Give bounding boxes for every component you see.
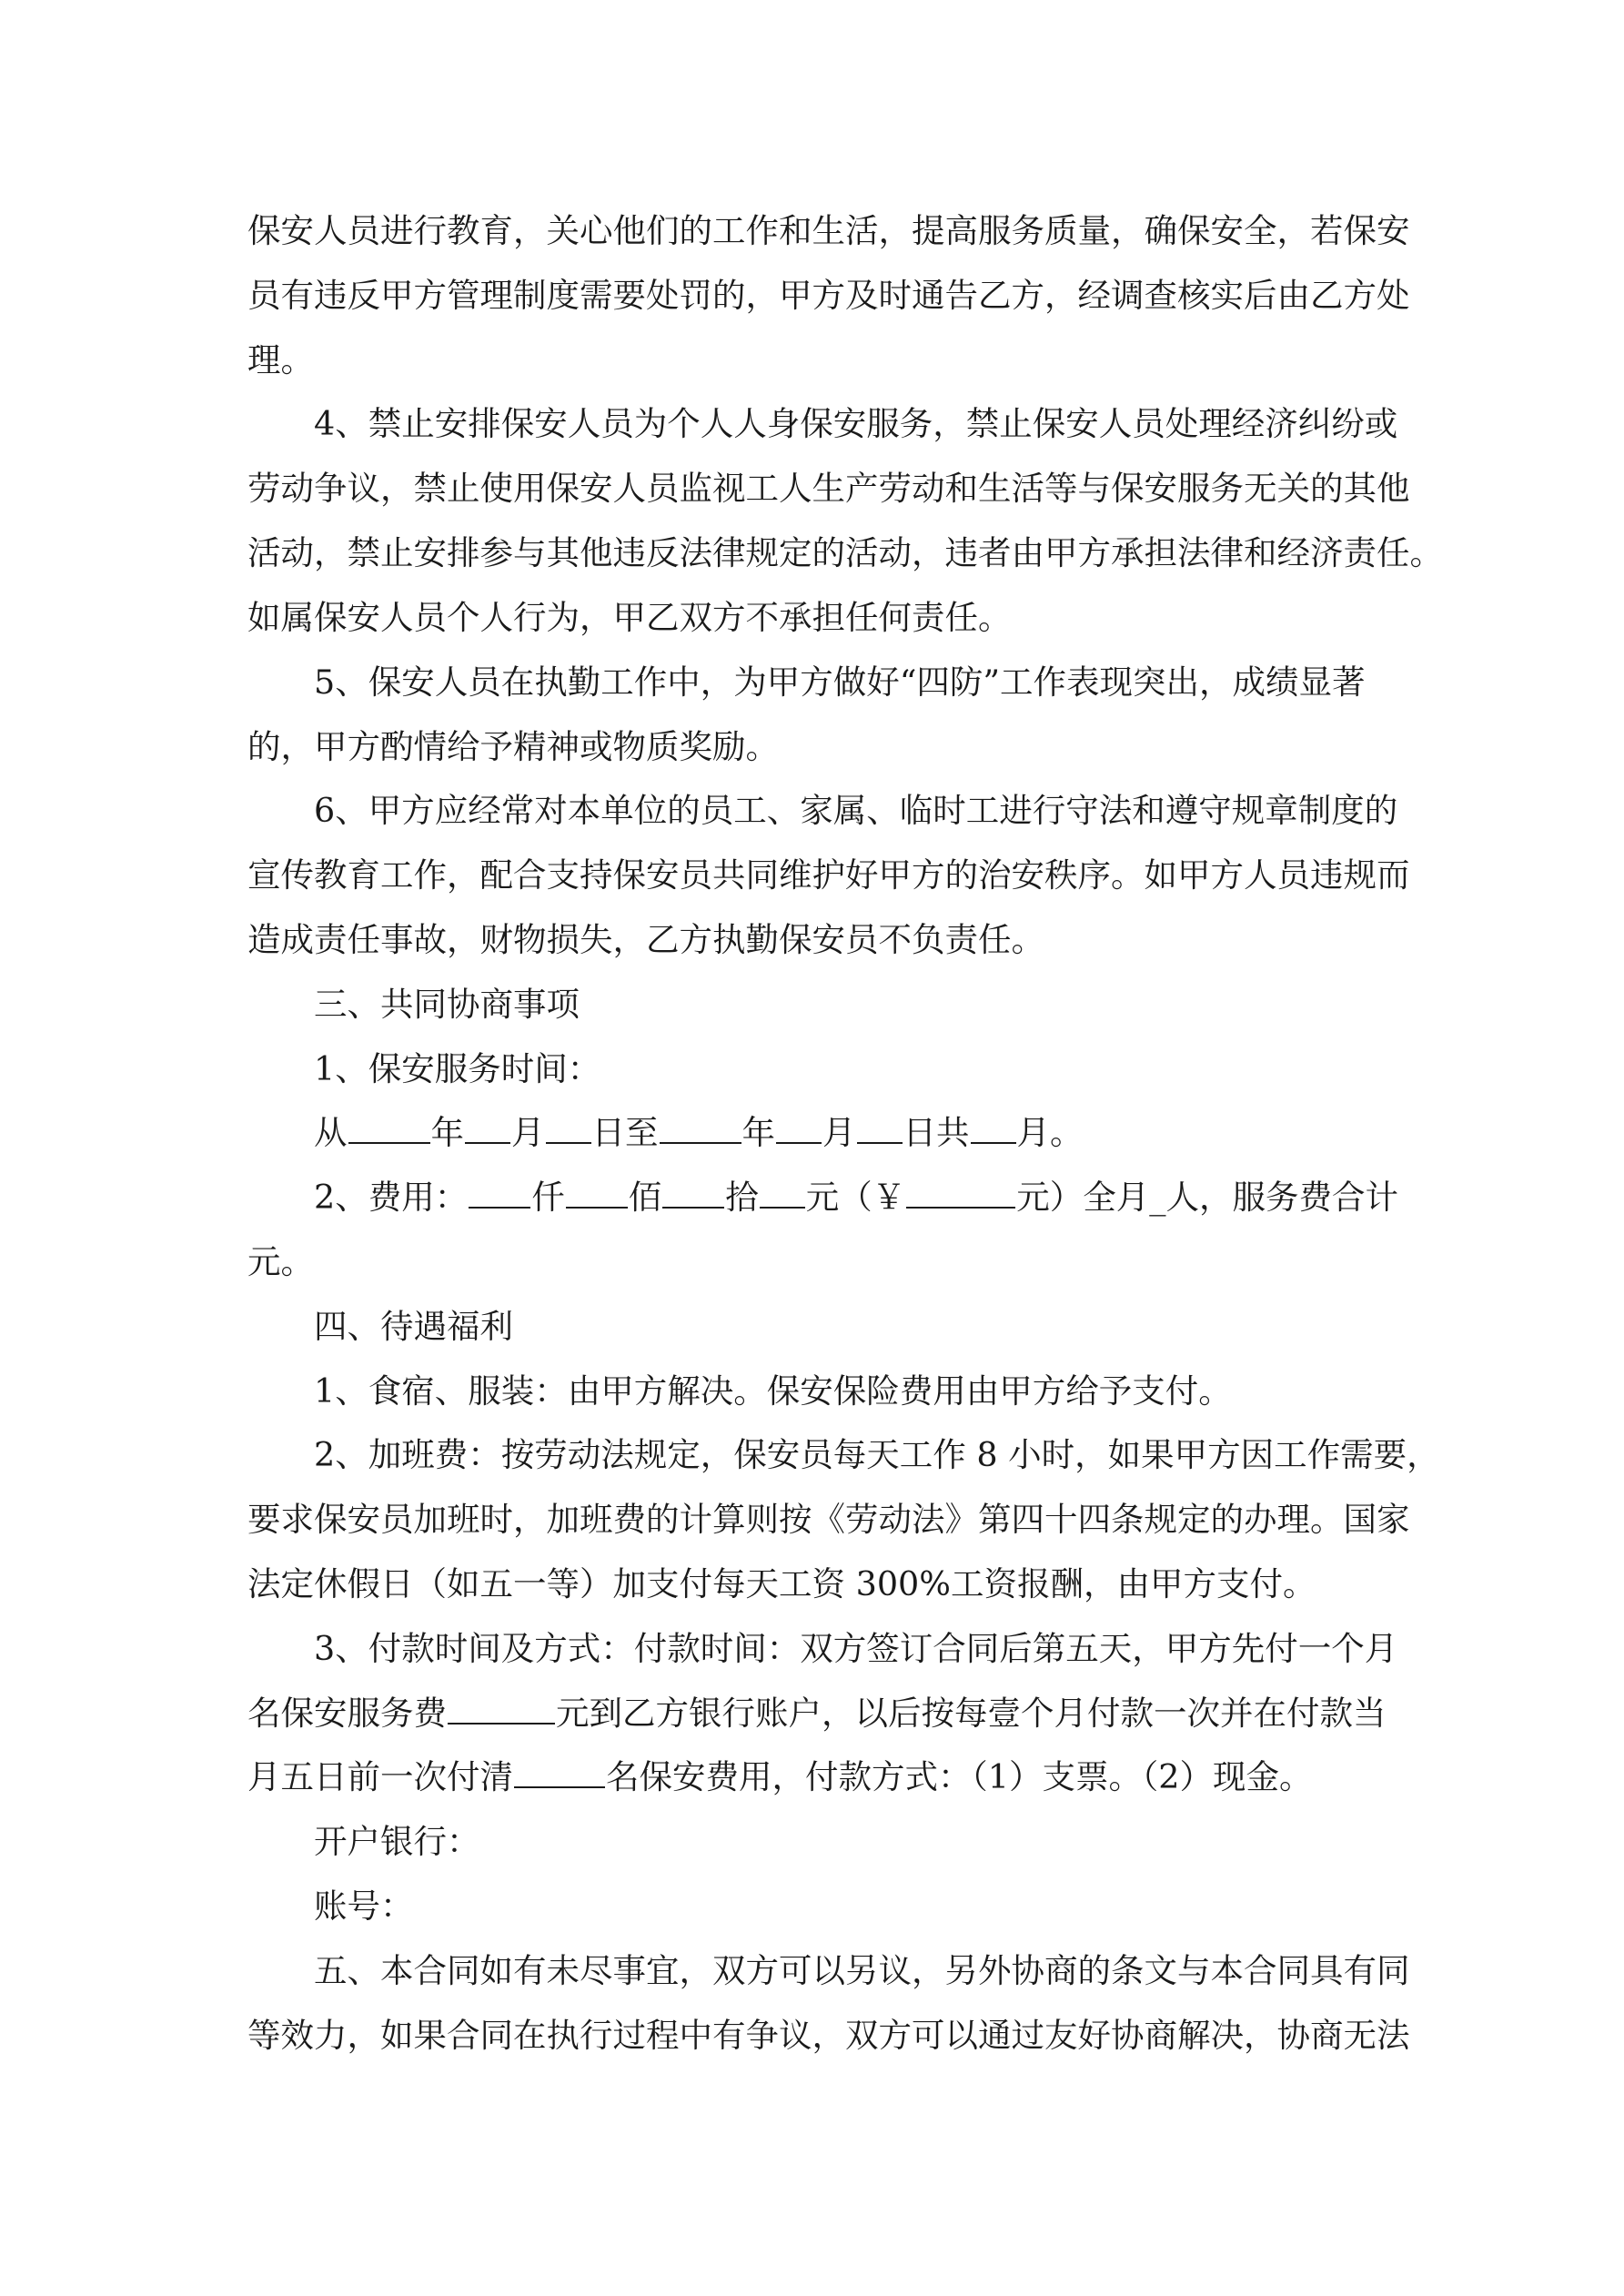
month-start-blank[interactable] [465, 1115, 510, 1144]
total-months-blank[interactable] [971, 1115, 1016, 1144]
payment-line: 名保安服务费 元到乙方银行账户，以后按每壹个月付款一次并在付款当 [247, 1694, 1387, 1733]
thousands-blank[interactable] [469, 1179, 530, 1209]
bank-label: 开户银行： [314, 1822, 480, 1861]
paragraph-line: 1、保安服务时间： [314, 1049, 601, 1088]
paragraph-line: 五、本合同如有未尽事宜，双方可以另议，另外协商的条文与本合同具有同 [314, 1951, 1410, 1990]
paragraph-line: 造成责任事故，财物损失，乙方执勤保安员不负责任。 [247, 920, 1044, 959]
hundreds-blank[interactable] [566, 1179, 628, 1209]
service-fee-blank[interactable] [448, 1695, 555, 1725]
day-end-blank[interactable] [857, 1115, 903, 1144]
account-label: 账号： [314, 1886, 414, 1926]
amount-blank[interactable] [906, 1179, 1015, 1209]
paragraph-line: 法定休假日（如五一等）加支付每天工资 300%工资报酬，由甲方支付。 [247, 1564, 1316, 1603]
paragraph-line: 3、付款时间及方式：付款时间：双方签订合同后第五天，甲方先付一个月 [314, 1629, 1398, 1668]
payment-line: 月五日前一次付清 名保安费用，付款方式：（1）支票。（2）现金。 [247, 1757, 1313, 1796]
section-heading: 四、待遇福利 [314, 1307, 513, 1346]
yuan-blank[interactable] [760, 1179, 805, 1209]
paragraph-line: 4、禁止安排保安人员为个人人身保安服务，禁止保安人员处理经济纠纷或 [314, 404, 1398, 443]
tens-blank[interactable] [662, 1179, 724, 1209]
section-heading: 三、共同协商事项 [314, 985, 580, 1024]
paragraph-line: 理。 [247, 340, 314, 379]
paragraph-line: 元。 [247, 1242, 314, 1281]
paragraph-line: 保安人员进行教育，关心他们的工作和生活，提高服务质量，确保安全，若保安 [247, 211, 1410, 250]
paragraph-line: 员有违反甲方管理制度需要处罚的，甲方及时通告乙方，经调查核实后由乙方处 [247, 276, 1410, 315]
paragraph-line: 活动，禁止安排参与其他违反法律规定的活动，违者由甲方承担法律和经济责任。 [247, 533, 1443, 572]
paragraph-line: 宣传教育工作，配合支持保安员共同维护好甲方的治安秩序。如甲方人员违规而 [247, 855, 1410, 895]
month-end-blank[interactable] [776, 1115, 822, 1144]
service-period-line: 从 年 月 日至 年 月 日共 月。 [314, 1113, 1084, 1152]
paragraph-line: 6、甲方应经常对本单位的员工、家属、临时工进行守法和遵守规章制度的 [314, 791, 1398, 830]
day-start-blank[interactable] [546, 1115, 591, 1144]
paragraph-line: 等效力，如果合同在执行过程中有争议，双方可以通过友好协商解决，协商无法 [247, 2016, 1410, 2055]
paragraph-line: 要求保安员加班时，加班费的计算则按《劳动法》第四十四条规定的办理。国家 [247, 1500, 1410, 1539]
paragraph-line: 的，甲方酌情给予精神或物质奖励。 [247, 727, 779, 766]
paragraph-line: 如属保安人员个人行为，甲乙双方不承担任何责任。 [247, 598, 1012, 637]
paragraph-line: 劳动争议，禁止使用保安人员监视工人生产劳动和生活等与保安服务无关的其他 [247, 469, 1410, 508]
fee-line: 2、费用： 仟 佰 拾 元（￥ 元）全月_人，服务费合计 [314, 1178, 1398, 1217]
paragraph-line: 1、食宿、服装：由甲方解决。保安保险费用由甲方给予支付。 [314, 1371, 1232, 1411]
paragraph-line: 5、保安人员在执勤工作中，为甲方做好“四防”工作表现突出，成绩显著 [314, 663, 1366, 702]
year-start-blank[interactable] [348, 1115, 430, 1144]
year-end-blank[interactable] [660, 1115, 741, 1144]
paragraph-line: 2、加班费：按劳动法规定，保安员每天工作 8 小时，如果甲方因工作需要， [314, 1435, 1440, 1474]
guard-count-blank[interactable] [514, 1759, 605, 1788]
